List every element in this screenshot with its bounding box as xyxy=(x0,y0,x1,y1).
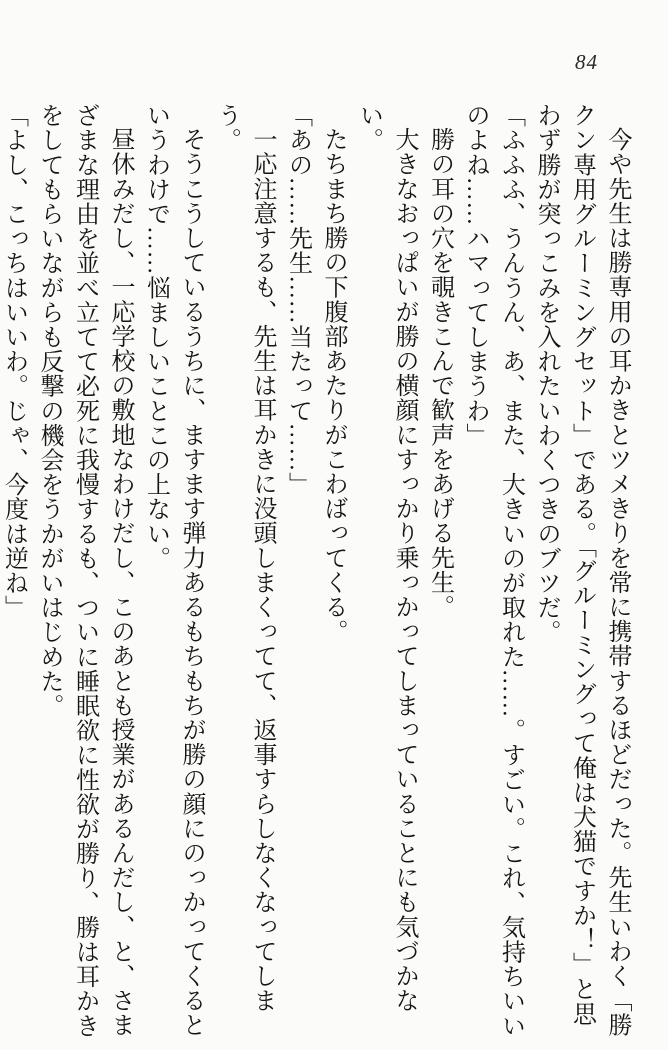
paragraph-narration: 勝の耳の穴を覗きこんで歓声をあげる先生。 xyxy=(426,127,453,619)
paragraph-dialogue: 「よし、こっちはいいわ。じゃ、今度は逆ね」 xyxy=(0,103,27,620)
paragraph-narration: 今や先生は勝専用の耳かきとツメきりを常に携帯するほどだった。先生いわく「勝クン専用グルーミングセット」である。「グルーミングって俺は犬猫ですか！」と思わず勝が突っこみを入れたいわくつきのブツだ。 xyxy=(533,103,630,1038)
paragraph-dialogue: 「ふふふ、うんうん、あ、また、大きいのが取れた……。すごい。これ、気持ちいいのよね……ハマってしまうわ」 xyxy=(462,103,524,1038)
page-number: 84 xyxy=(575,50,598,74)
paragraph-narration: 昼休みだし、一応学校の敷地なわけだし、このあとも授業があるんだし、と、さまざまな理由を並べ立てて必死に我慢するも、ついに睡眠欲に性欲が勝り、勝は耳かきをしてもらいながらも反撃の機会をうかがいはじめた。 xyxy=(36,103,133,1038)
paragraph-dialogue: 「あの……先生……当たって……」 xyxy=(284,103,311,497)
paragraph-narration: 一応注意するも、先生は耳かきに没頭しまくってて、返事すらしなくなってしまう。 xyxy=(213,103,275,1013)
paragraph-narration: たちまち勝の下腹部あたりがこわばってくる。 xyxy=(320,127,346,644)
paragraph-narration: 大きなおっぱいが勝の横顔にすっかり乗っかってしまっていることにも気づかない。 xyxy=(355,103,417,1013)
paragraph-narration: そうこうしているうちに、ますます弾力あるもちもちが勝の顔にのっかってくるというわけで……悩ましいことこの上ない。 xyxy=(142,103,204,1038)
page-text xyxy=(0,103,634,1045)
